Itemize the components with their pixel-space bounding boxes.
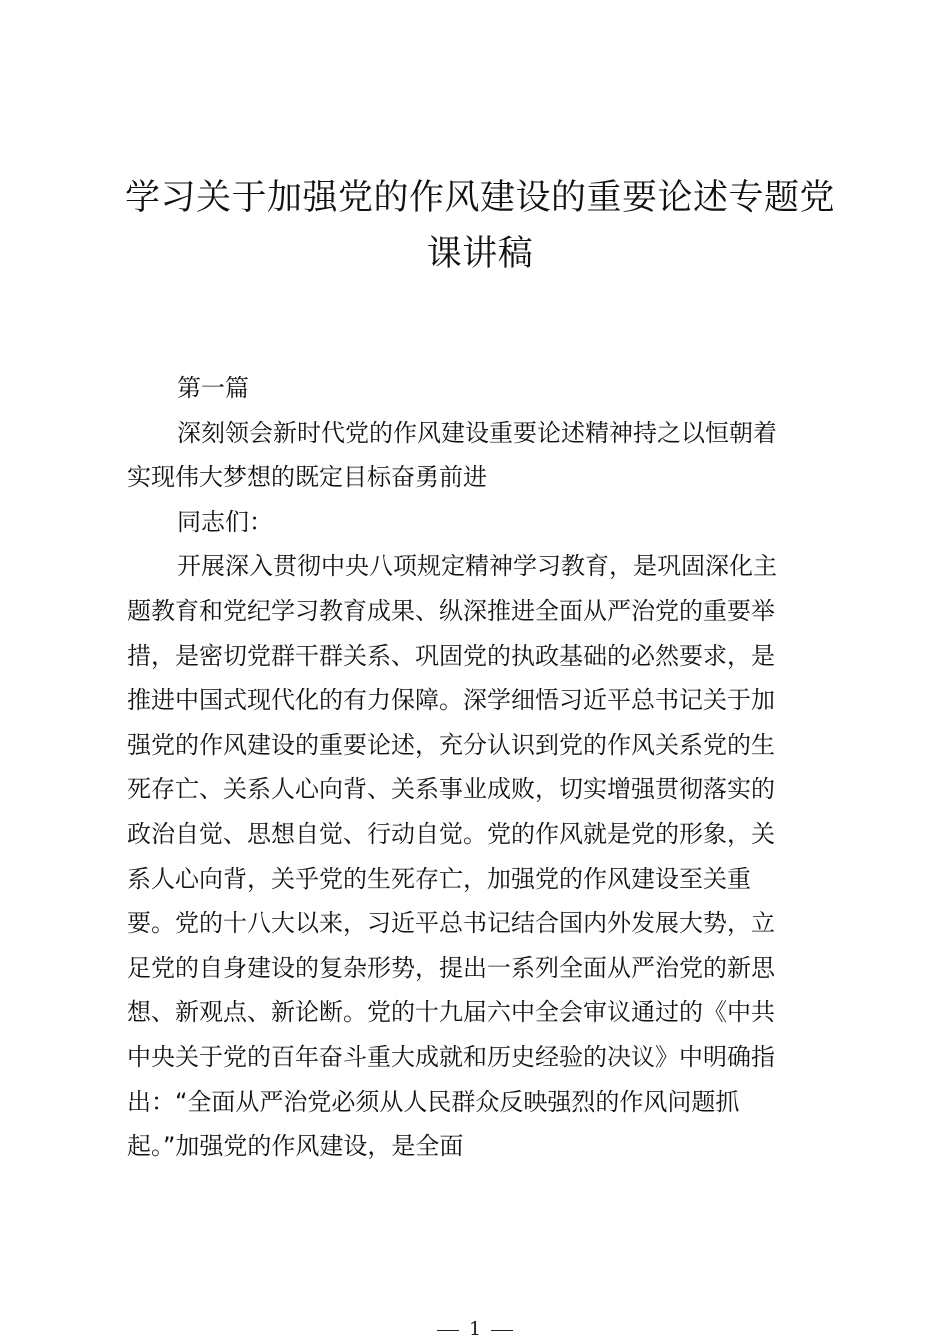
body-line: 足党的自身建设的复杂形势，提出一系列全面从严治党的新思	[127, 953, 775, 982]
body-line: 系人心向背，关乎党的生死存亡，加强党的作风建设至关重	[127, 864, 751, 893]
body-line: 措，是密切党群干群关系、巩固党的执政基础的必然要求，是	[127, 641, 775, 670]
footer-dash-left	[437, 1330, 459, 1331]
document-body	[127, 366, 827, 1169]
body-line: 出：“全面从严治党必须从人民群众反映强烈的作风问题抓	[127, 1087, 740, 1116]
body-line: 开展深入贯彻中央八项规定精神学习教育，是巩固深化主	[177, 552, 777, 581]
body-line: 中央关于党的百年奋斗重大成就和历史经验的决议》中明确指	[127, 1042, 775, 1071]
body-line: 政治自觉、思想自觉、行动自觉。党的作风就是党的形象，关	[127, 819, 775, 848]
page-number: 1	[468, 1318, 482, 1340]
body-line: 死存亡、关系人心向背、关系事业成败，切实增强贯彻落实的	[127, 775, 775, 804]
document-title	[100, 170, 860, 282]
section-label: 第一篇	[177, 374, 249, 402]
body-line: 题教育和党纪学习教育成果、纵深推进全面从严治党的重要举	[127, 596, 775, 625]
body-line: 推进中国式现代化的有力保障。深学细悟习近平总书记关于加	[127, 686, 775, 715]
body-line: 想、新观点、新论断。党的十九届六中全会审议通过的《中共	[127, 998, 775, 1027]
footer-dash-right	[491, 1330, 513, 1331]
title-line-2: 课讲稿	[426, 234, 534, 274]
body-line: 起。”加强党的作风建设，是全面	[127, 1132, 464, 1161]
title-line-1: 学习关于加强党的作风建设的重要论述专题党	[124, 178, 835, 218]
salutation: 同志们：	[177, 507, 273, 536]
subtitle-line-1: 深刻领会新时代党的作风建设重要论述精神持之以恒朝着	[177, 418, 777, 447]
body-line: 强党的作风建设的重要论述，充分认识到党的作风关系党的生	[127, 730, 775, 759]
body-line: 要。党的十八大以来，习近平总书记结合国内外发展大势，立	[127, 909, 775, 938]
page-footer	[0, 1318, 950, 1340]
subtitle-line-2: 实现伟大梦想的既定目标奋勇前进	[127, 463, 487, 492]
